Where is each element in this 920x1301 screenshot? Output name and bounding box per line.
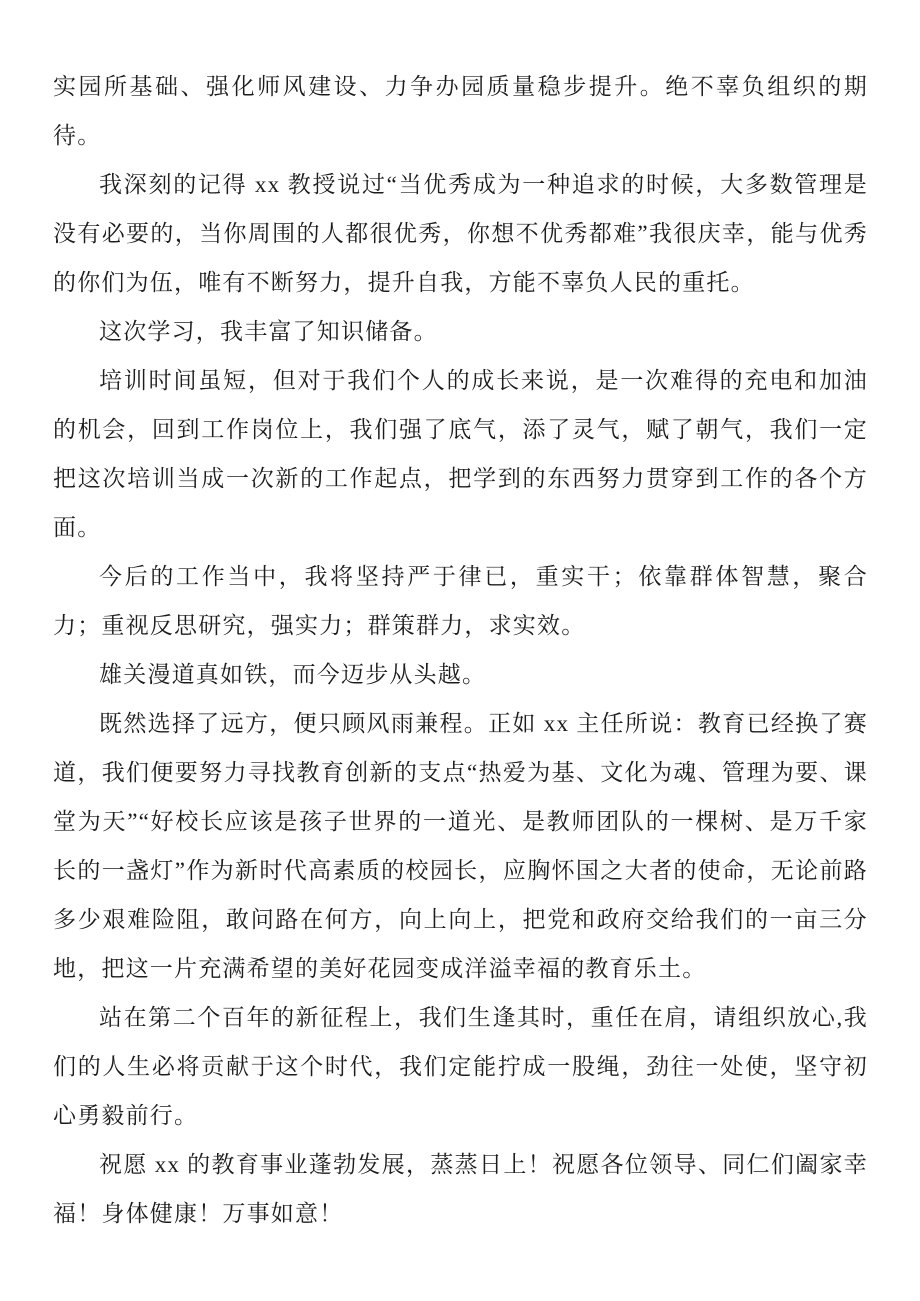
paragraph-2: 我深刻的记得 xx 教授说过“当优秀成为一种追求的时候，大多数管理是没有必要的，当你周围的人都很优秀，你想不优秀都难”我很庆幸，能与优秀的你们为伍，唯有不断努力，提升自我，方能不辜负人民的重托。 bbox=[53, 172, 868, 295]
paragraph-1: 实园所基础、强化师风建设、力争办园质量稳步提升。绝不辜负组织的期待。 bbox=[53, 74, 868, 148]
paragraph-7: 既然选择了远方，便只顾风雨兼程。正如 xx 主任所说：教育已经换了赛道，我们便要努力寻找教育创新的支点“热爱为基、文化为魂、管理为要、课堂为天”“好校长应该是孩子世界的一道光、是教师团队的一棵树、是万千家长的一盏灯”作为新时代高素质的校园长，应胸怀国之大者的使命，无论前路多少艰难险阻，敢问路在何方，向上向上，把党和政府交给我们的一亩三分地，把这一片充满希望的美好花园变成洋溢幸福的教育乐土。 bbox=[53, 711, 868, 981]
paragraph-5: 今后的工作当中，我将坚持严于律已，重实干；依靠群体智慧，聚合力；重视反思研究，强实力；群策群力，求实效。 bbox=[53, 564, 868, 638]
paragraph-6: 雄关漫道真如铁，而今迈步从头越。 bbox=[99, 662, 487, 687]
paragraph-8: 站在第二个百年的新征程上，我们生逢其时，重任在肩，请组织放心,我们的人生必将贡献于这个时代，我们定能拧成一股绳，劲往一处使，坚守初心勇毅前行。 bbox=[53, 1005, 868, 1128]
paragraph-9: 祝愿 xx 的教育事业蓬勃发展，蒸蒸日上！祝愿各位领导、同仁们阖家幸福！身体健康！万事如意！ bbox=[53, 1152, 868, 1226]
paragraph-3: 这次学习，我丰富了知识储备。 bbox=[99, 319, 438, 344]
paragraph-4: 培训时间虽短，但对于我们个人的成长来说，是一次难得的充电和加油的机会，回到工作岗位上，我们强了底气，添了灵气，赋了朝气，我们一定把这次培训当成一次新的工作起点，把学到的东西努力贯穿到工作的各个方面。 bbox=[53, 368, 868, 540]
